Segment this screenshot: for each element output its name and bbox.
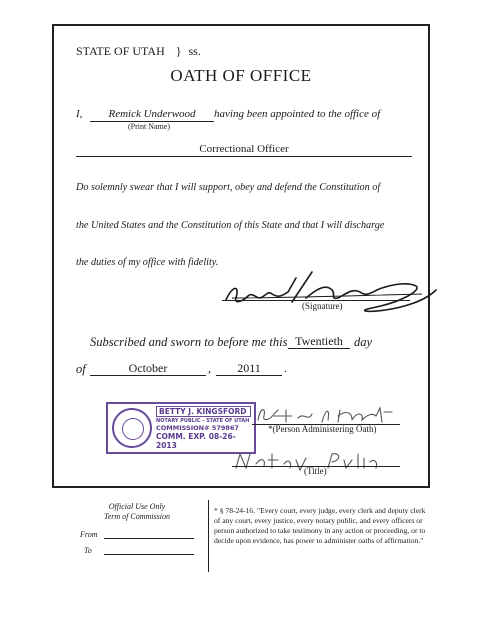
stamp-commission: COMMISSION# 579867 xyxy=(156,424,239,432)
official-use-label: Official Use Only xyxy=(108,502,166,511)
to-line xyxy=(104,554,194,555)
notary-stamp xyxy=(106,402,256,454)
state-name: STATE OF UTAH xyxy=(76,44,165,58)
footer-divider xyxy=(208,500,209,572)
stamp-expiration: COMM. EXP. 08-26-2013 xyxy=(156,432,236,450)
date-period: . xyxy=(284,361,287,375)
ss-label: ss. xyxy=(188,44,201,58)
oath-line-2: the United States and the Constitution of this State and that I will discharge xyxy=(76,220,385,231)
year-field: 2011 xyxy=(216,361,282,376)
to-label: To xyxy=(84,546,92,555)
of-label: of xyxy=(76,362,86,376)
i-prefix: I, xyxy=(76,108,83,120)
oath-line-3: the duties of my office with fidelity. xyxy=(76,257,219,268)
title-caption: (Title) xyxy=(304,466,327,476)
stamp-line-2: NOTARY PUBLIC - STATE OF UTAH xyxy=(156,418,250,424)
day-label: day xyxy=(354,335,373,349)
state-seal-icon xyxy=(112,408,152,448)
signature-image xyxy=(222,268,442,328)
sworn-text: Subscribed and sworn to before me this xyxy=(90,335,288,349)
print-name-caption: (Print Name) xyxy=(128,122,170,131)
day-field: Twentieth xyxy=(288,334,350,349)
date-comma: , xyxy=(208,361,211,375)
month-field: October xyxy=(90,361,206,376)
stamp-name: BETTY J. KINGSFORD xyxy=(156,406,251,417)
state-header xyxy=(76,44,201,59)
from-label: From xyxy=(80,530,98,539)
statute-text: * § 78-24-16. "Every court, every judge, every clerk and deputy clerk of any court, every justice, every notary public, and every officers or person authorized to take testimony in any action or proceeding, or to decide upon evidence, has power to administer oaths of affirmation." xyxy=(214,506,426,545)
print-name-field: Remick Underwood xyxy=(90,107,214,122)
page-title: OATH OF OFFICE xyxy=(170,66,312,85)
from-line xyxy=(104,538,194,539)
oath-line-1: Do solemnly swear that I will support, obey and defend the Constitution of xyxy=(76,182,381,193)
signature-caption: (Signature) xyxy=(302,301,343,311)
appointed-text: having been appointed to the office of xyxy=(214,108,381,120)
administering-caption: *(Person Administering Oath) xyxy=(268,424,377,434)
term-of-commission-label: Term of Commission xyxy=(104,512,170,521)
official-use-heading xyxy=(72,502,202,522)
bracket: } xyxy=(175,44,182,58)
office-field: Correctional Officer xyxy=(76,142,412,157)
